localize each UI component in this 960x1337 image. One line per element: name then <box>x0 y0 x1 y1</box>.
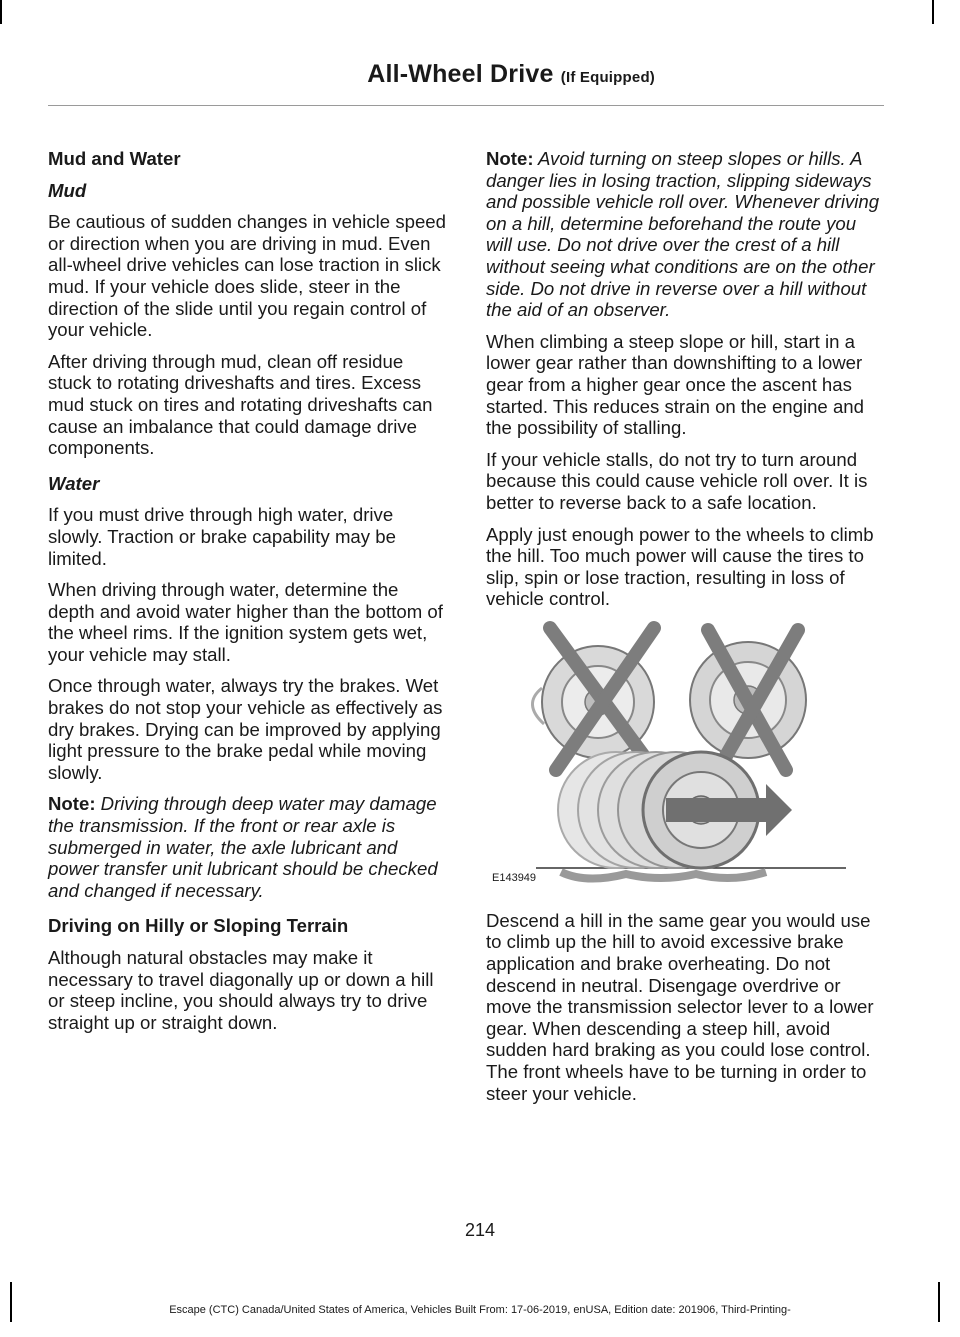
mud-trail <box>561 872 766 879</box>
note-label: Note: <box>486 148 534 169</box>
header-divider <box>48 105 884 106</box>
mud-water-heading: Mud and Water <box>48 148 181 169</box>
mud-paragraph-1: Be cautious of sudden changes in vehicle speed or direction when you are driving in mud. Even all-wheel drive vehicles can lose traction in slick mud. If your vehicle does slide, steer in the direction of the slide until you regain control of your vehicle. <box>48 211 446 341</box>
slipping-wheel-crossed-icon <box>690 630 806 770</box>
crop-mark-top-left <box>0 0 2 24</box>
page-footer: Escape (CTC) Canada/United States of America, Vehicles Built From: 17-06-2019, enUSA, Edition date: 201906, Third-Printing- <box>169 1304 791 1316</box>
water-paragraph-1: If you must drive through high water, drive slowly. Traction or brake capability may be limited. <box>48 504 396 569</box>
right-column <box>486 148 886 1114</box>
page-number: 214 <box>464 1220 496 1240</box>
crop-mark-top-right <box>932 0 934 24</box>
figure-id: E143949 <box>492 872 537 885</box>
water-subheading: Water <box>48 472 100 494</box>
descend-paragraph: Descend a hill in the same gear you would use to climb up the hill to avoid excessive brake application and brake overheating. Do not descend in neutral. Disengage overdrive or move the transmission selector lever to a lower gear. When descending a steep hill, avoid sudden hard braking as you could lose control. The front wheels have to be turning in order to steer your vehicle. <box>486 909 874 1104</box>
power-paragraph: Apply just enough power to the wheels to climb the hill. Too much power will cause the tires to slip, spin or lose traction, resulting in loss of vehicle control. <box>486 523 874 610</box>
crop-mark-bottom-right <box>938 1282 940 1322</box>
header-title-text: All-Wheel Drive <box>367 60 554 88</box>
header-subtitle: (If Equipped) <box>560 69 655 86</box>
mud-paragraph-2: After driving through mud, clean off residue stuck to rotating driveshafts and tires. Excess mud stuck on tires and rotating driveshafts can cause an imbalance that could damage drive components. <box>48 350 433 459</box>
wheel-traction-svg <box>486 620 886 892</box>
water-note <box>48 793 448 901</box>
note-text: Avoid turning on steep slopes or hills. A danger lies in losing traction, slipping sideways and possible vehicle roll over. Whenever driving on a hill, determine beforehand the route you will use. Do not drive over the crest of a hill without seeing what conditions are on the other side. Do not drive in reverse over a hill without the aid of an observer. <box>486 148 880 321</box>
mud-subheading: Mud <box>48 179 87 201</box>
note-text: Driving through deep water may damage the transmission. If the front or rear axle is submerged in water, the axle lubricant and power transfer unit lubricant should be checked and changed if necessary. <box>48 793 438 901</box>
stall-paragraph: If your vehicle stalls, do not try to turn around because this could cause vehicle roll over. It is better to reverse back to a safe location. <box>486 448 868 513</box>
left-column <box>48 148 448 1043</box>
note-label: Note: <box>48 793 96 815</box>
water-paragraph-2: When driving through water, determine the depth and avoid water higher than the bottom of the wheel rims. If the ignition system gets wet, your vehicle may stall. <box>48 579 443 665</box>
spinning-wheel-crossed-icon <box>532 628 654 770</box>
crop-mark-bottom-left <box>10 1282 12 1322</box>
water-paragraph-3: Once through water, always try the brakes. Wet brakes do not stop your vehicle as effectively as dry brakes. Drying can be improved by applying light pressure to the brake pedal while moving slowly. <box>48 675 443 783</box>
hilly-terrain-heading: Driving on Hilly or Sloping Terrain <box>48 915 349 937</box>
page-header-title <box>367 60 655 89</box>
slope-note <box>486 148 886 321</box>
hilly-paragraph-1: Although natural obstacles may make it necessary to travel diagonally up or down a hill or steep incline, you should always try to drive straight up or straight down. <box>48 947 434 1033</box>
wheel-traction-illustration <box>486 620 886 892</box>
climb-paragraph: When climbing a steep slope or hill, start in a lower gear rather than downshifting to a lower gear from a higher gear once the ascent has started. This reduces strain on the engine and the possibility of stalling. <box>486 330 864 439</box>
rolling-wheel-arrow-icon <box>558 752 792 868</box>
